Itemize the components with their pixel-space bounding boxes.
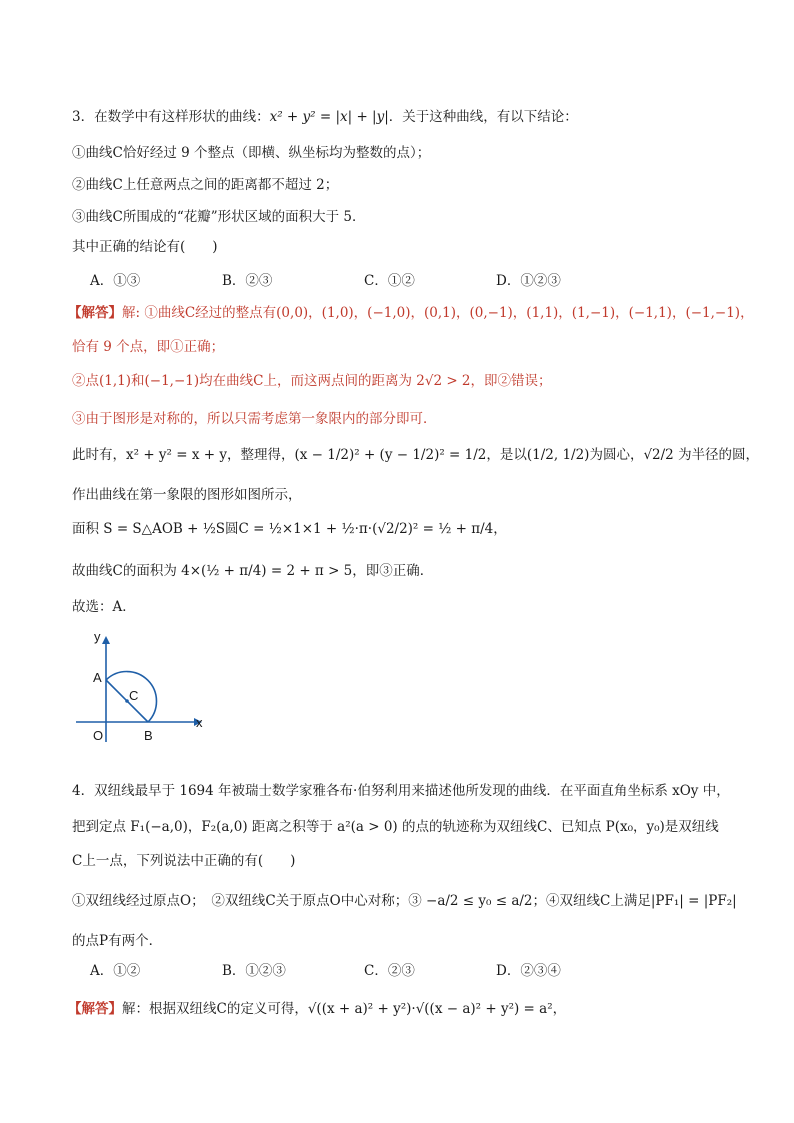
q3-option-a: A．①③ bbox=[90, 273, 141, 289]
a3-tag: 【解答】 bbox=[68, 305, 122, 321]
label-x: x bbox=[196, 715, 203, 730]
a3-line-5: 此时有，x² + y² = x + y，整理得，(x − 1/2)² + (y − 1/2)² = 1/2，是以(1/2, 1/2)为圆心，√2/2 为半径的圆， bbox=[72, 447, 760, 463]
a4-tag: 【解答】 bbox=[68, 1001, 122, 1017]
q4-line-3: C上一点，下列说法中正确的有( ) bbox=[72, 853, 296, 869]
q3-statement-2: ②曲线C上任意两点之间的距离都不超过 2； bbox=[72, 177, 339, 193]
q3-option-c: C．①② bbox=[364, 273, 415, 289]
q3-option-b: B．②③ bbox=[222, 273, 273, 289]
q4-option-b: B．①②③ bbox=[222, 963, 286, 979]
q4-line-1: 4．双纽线最早于 1694 年被瑞士数学家雅各布·伯努利用来描述他所发现的曲线．在平面直角坐标系 xOy 中， bbox=[72, 783, 730, 799]
q3-stem-text: 3．在数学中有这样形状的曲线： bbox=[72, 109, 270, 125]
q3-stem bbox=[72, 108, 578, 126]
label-o: O bbox=[93, 728, 104, 743]
a4-line-1-text: 解：根据双纽线C的定义可得，√((x + a)² + y²)·√((x − a)² + y²) = a²， bbox=[122, 1001, 567, 1017]
label-b: B bbox=[144, 728, 153, 743]
a3-line-1 bbox=[68, 304, 754, 322]
label-c: C bbox=[129, 688, 139, 703]
q4-line-4: ①双纽线经过原点O； ②双纽线C关于原点O中心对称；③ −a/2 ≤ y₀ ≤ a/2；④双纽线C上满足|PF₁| = |PF₂| bbox=[72, 893, 737, 909]
a3-line-1-text: 解: ①曲线C经过的整点有(0,0)，(1,0)，(−1,0)，(0,1)，(0,−1)，(1,1)，(1,−1)，(−1,1)，(−1,−1)， bbox=[122, 305, 754, 321]
q3-statement-3: ③曲线C所围成的“花瓣”形状区域的面积大于 5． bbox=[72, 209, 366, 225]
q4-option-d: D．②③④ bbox=[496, 963, 561, 979]
a3-line-4: ③由于图形是对称的，所以只需考虑第一象限内的部分即可． bbox=[72, 411, 437, 427]
q4-line-2: 把到定点 F₁(−a,0)，F₂(a,0) 距离之积等于 a²(a > 0) 的点的轨迹称为双纽线C、已知点 P(x₀，y₀)是双纽线 bbox=[72, 819, 719, 835]
a3-line-3: ②点(1,1)和(−1,−1)均在曲线C上，而这两点间的距离为 2√2 > 2，即②错误； bbox=[72, 373, 552, 389]
a3-line-6: 作出曲线在第一象限的图形如图所示， bbox=[72, 487, 302, 503]
q3-option-d: D．①②③ bbox=[496, 273, 561, 289]
a3-line-7: 面积 S = S△AOB + ½S圆C = ½×1×1 + ½·π·(√2/2)² = ½ + π/4， bbox=[72, 521, 507, 537]
label-y: y bbox=[94, 629, 101, 644]
q3-ask: 其中正确的结论有( ) bbox=[72, 239, 218, 255]
label-a: A bbox=[93, 670, 102, 685]
a3-line-9: 故选：A． bbox=[72, 599, 136, 615]
q4-line-5: 的点P有两个． bbox=[72, 933, 163, 949]
q4-option-c: C．②③ bbox=[364, 963, 415, 979]
q3-statement-1: ①曲线C恰好经过 9 个整点（即横、纵坐标均为整数的点）； bbox=[72, 145, 431, 161]
quarter-curve-figure bbox=[66, 624, 226, 748]
q3-stem-tail: ．关于这种曲线，有以下结论： bbox=[388, 109, 578, 125]
a3-line-8: 故曲线C的面积为 4×(½ + π/4) = 2 + π > 5，即③正确． bbox=[72, 563, 434, 579]
a3-line-2: 恰有 9 个点，即①正确； bbox=[72, 339, 225, 355]
q3-stem-math: x² + y² = |x| + |y| bbox=[269, 109, 389, 125]
q4-option-a: A．①② bbox=[90, 963, 141, 979]
y-axis-arrow-icon bbox=[102, 636, 110, 644]
a4-line-1 bbox=[68, 1000, 566, 1018]
